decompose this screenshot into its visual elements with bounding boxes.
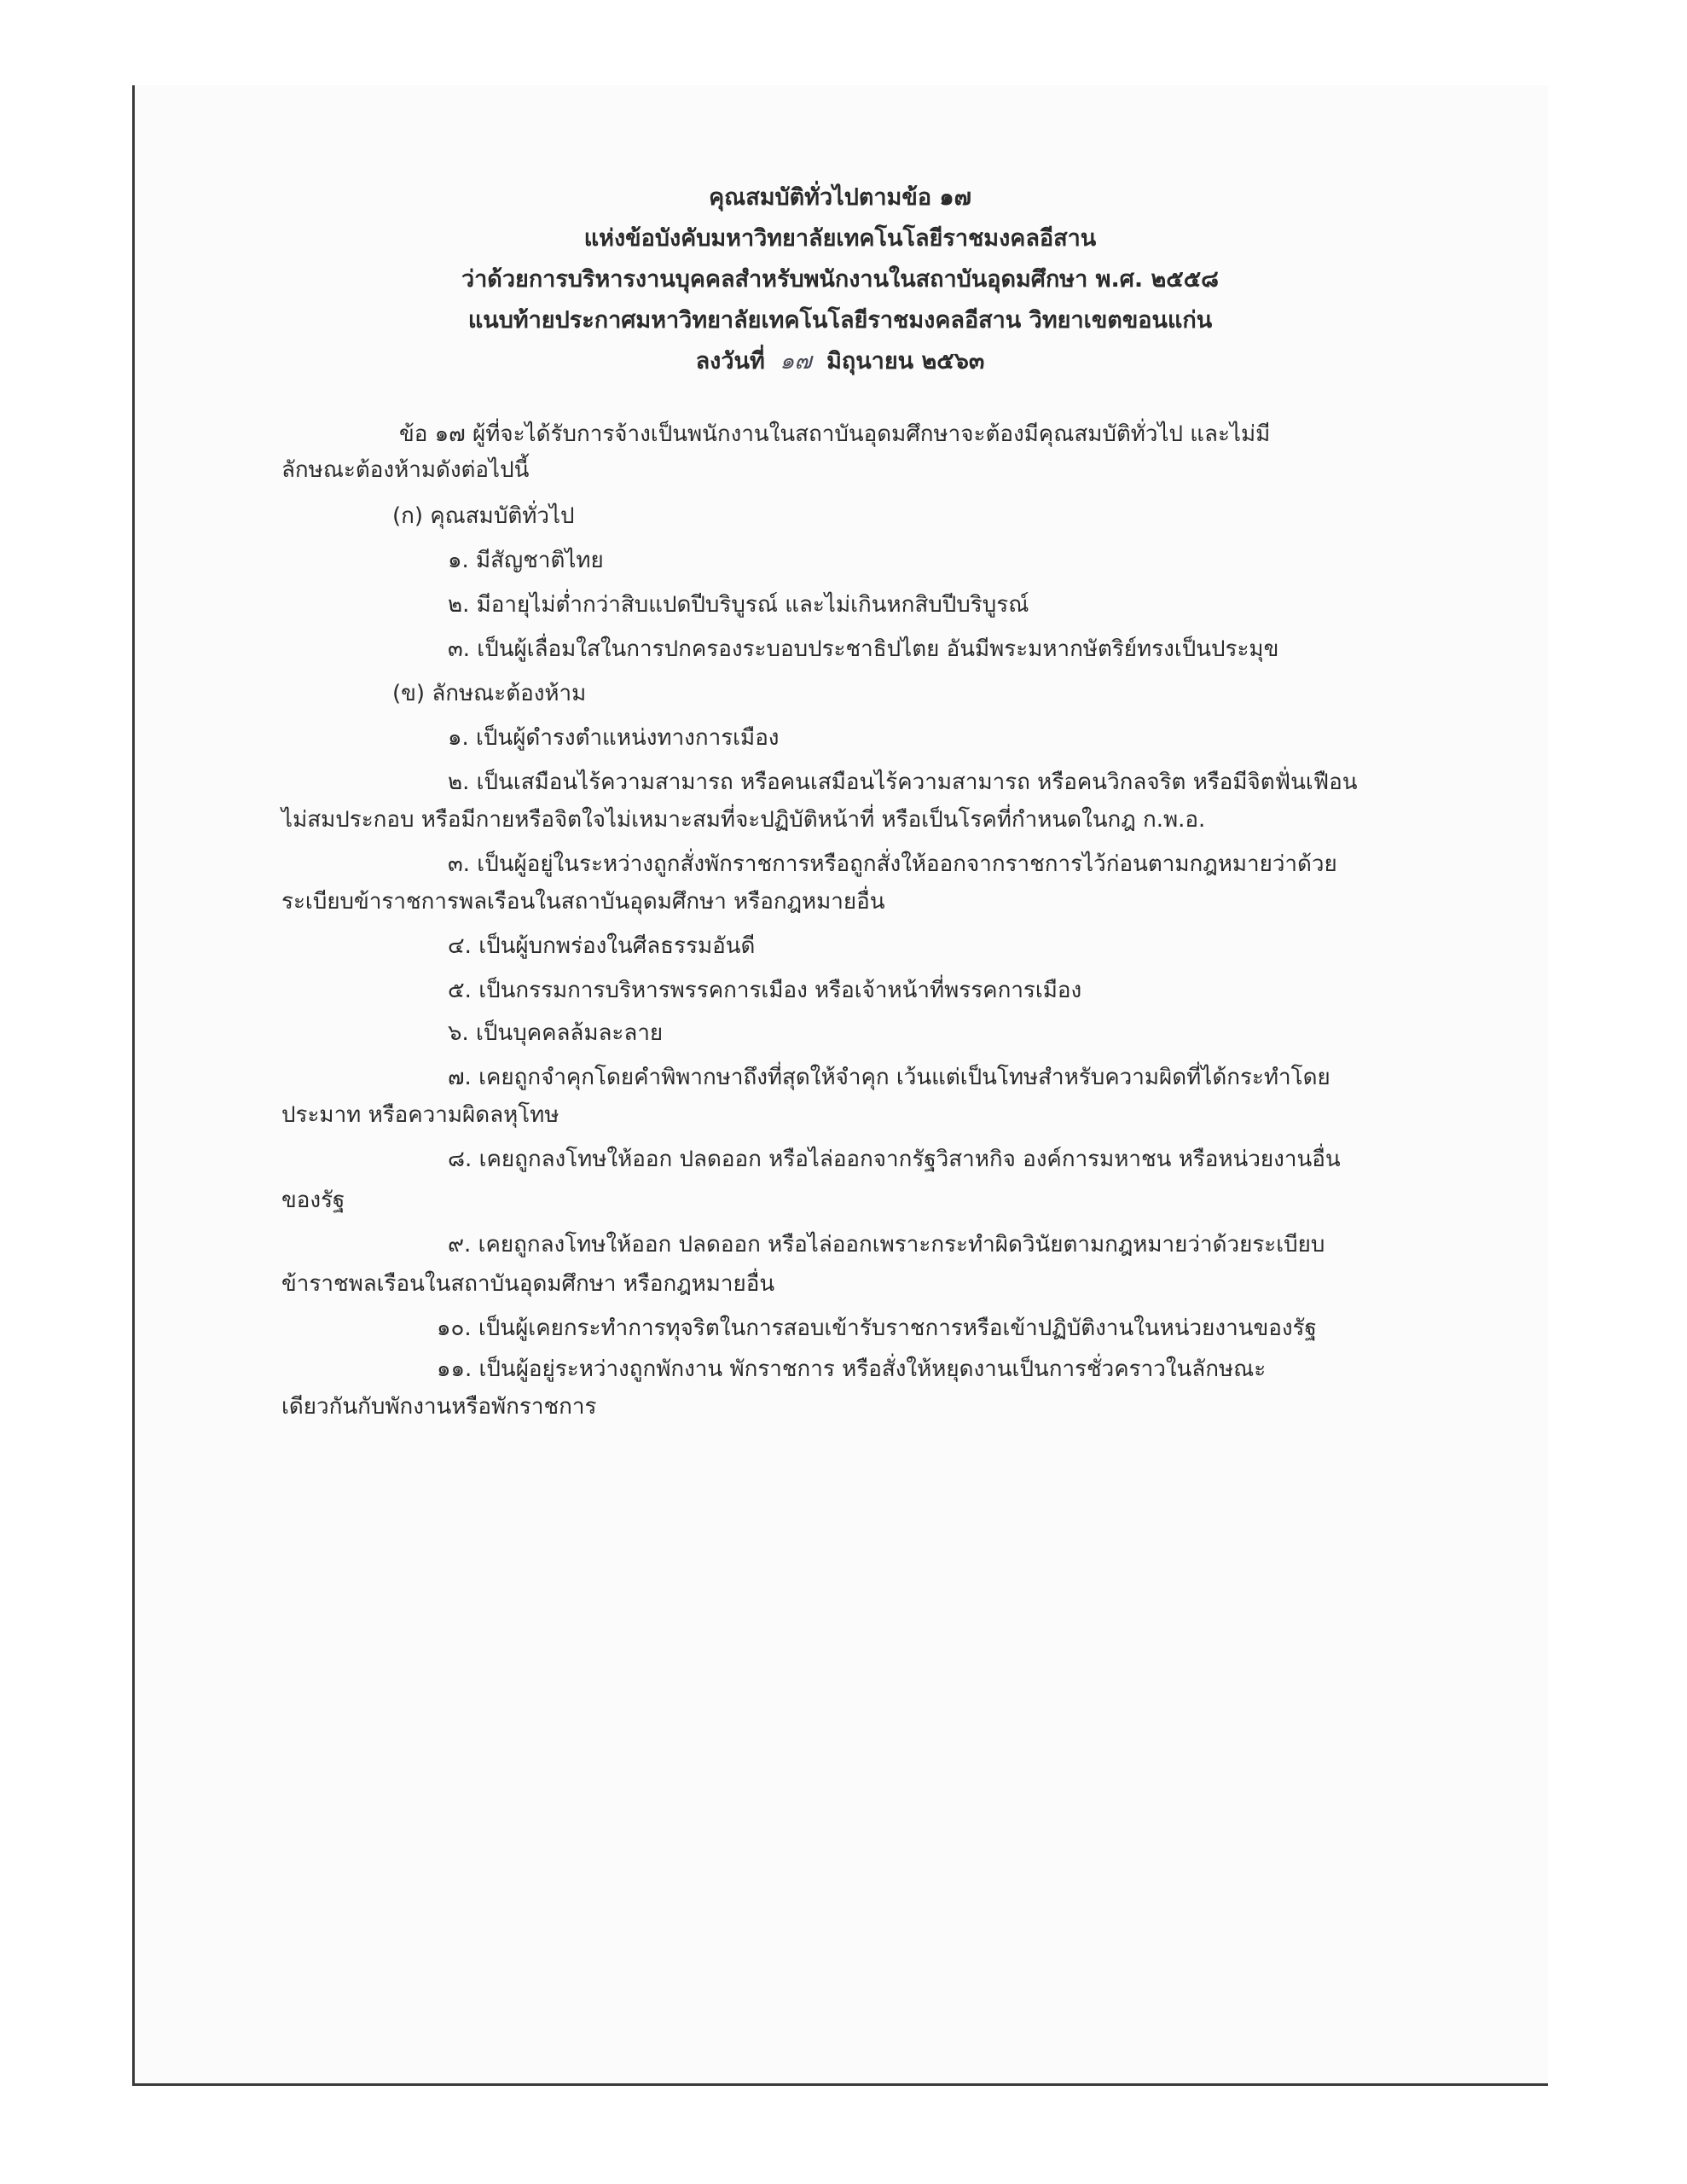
prohibition-item-11-cont: เดียวกันกับพักงานหรือพักราชการ [281,1394,597,1420]
header-line-announcement: แนบท้ายประกาศมหาวิทยาลัยเทคโนโลยีราชมงคลอีสาน วิทยาเขตขอนแก่น [467,307,1213,334]
section-prohibitions: (ข) ลักษณะต้องห้าม [392,681,587,706]
prohibition-item-5: ๕. เป็นกรรมการบริหารพรรคการเมือง หรือเจ้าหน้าที่พรรคการเมือง [448,978,1082,1003]
section-general-qualifications: (ก) คุณสมบัติทั่วไป [392,503,575,529]
prohibition-item-1: ๑. เป็นผู้ดำรงตำแหน่งทางการเมือง [448,725,780,751]
clause-17-intro-cont: ลักษณะต้องห้ามดังต่อไปนี้ [281,457,530,483]
prohibition-item-7: ๗. เคยถูกจำคุกโดยคำพิพากษาถึงที่สุดให้จำคุก เว้นแต่เป็นโทษสำหรับความผิดที่ได้กระทำโดย [448,1065,1330,1090]
clause-17-intro: ข้อ ๑๗ ผู้ที่จะได้รับการจ้างเป็นพนักงานในสถาบันอุดมศึกษาจะต้องมีคุณสมบัติทั่วไป และไม่มี [399,421,1271,447]
prohibition-item-9-cont: ข้าราชพลเรือนในสถาบันอุดมศึกษา หรือกฎหมายอื่น [281,1271,775,1297]
qualification-item-3: ๓. เป็นผู้เลื่อมใสในการปกครองระบอบประชาธิปไตย อันมีพระมหากษัตริย์ทรงเป็นประมุข [448,636,1279,662]
date-day-handwritten: ๑๗ [780,348,812,375]
prohibition-item-9: ๙. เคยถูกลงโทษให้ออก ปลดออก หรือไล่ออกเพราะกระทำผิดวินัยตามกฎหมายว่าด้วยระเบียบ [448,1232,1325,1258]
prohibition-item-3: ๓. เป็นผู้อยู่ในระหว่างถูกสั่งพักราชการหรือถูกสั่งให้ออกจากราชการไว้ก่อนตามกฎหมายว่าด้วย [448,851,1337,877]
prohibition-item-11: ๑๑. เป็นผู้อยู่ระหว่างถูกพักงาน พักราชการ หรือสั่งให้หยุดงานเป็นการชั่วคราวในลักษณะ [437,1356,1267,1382]
date-prefix: ลงวันที่ [695,348,765,375]
prohibition-item-4: ๔. เป็นผู้บกพร่องในศีลธรรมอันดี [448,933,756,959]
prohibition-item-2-cont: ไม่สมประกอบ หรือมีกายหรือจิตใจไม่เหมาะสมที่จะปฏิบัติหน้าที่ หรือเป็นโรคที่กำหนดในกฎ ก.พ.อ. [281,807,1206,833]
prohibition-item-8: ๘. เคยถูกลงโทษให้ออก ปลดออก หรือไล่ออกจากรัฐวิสาหกิจ องค์การมหาชน หรือหน่วยงานอื่น [448,1147,1341,1172]
qualification-item-1: ๑. มีสัญชาติไทย [448,548,604,573]
qualification-item-2: ๒. มีอายุไม่ต่ำกว่าสิบแปดปีบริบูรณ์ และไม่เกินหกสิบปีบริบูรณ์ [448,592,1029,618]
prohibition-item-3-cont: ระเบียบข้าราชการพลเรือนในสถาบันอุดมศึกษา หรือกฎหมายอื่น [281,889,885,915]
prohibition-item-6: ๖. เป็นบุคคลล้มละลาย [448,1020,664,1046]
prohibition-item-7-cont: ประมาท หรือความผิดลหุโทษ [281,1102,559,1128]
date-month-year: มิถุนายน ๒๕๖๓ [826,348,985,375]
header-line-regulation: แห่งข้อบังคับมหาวิทยาลัยเทคโนโลยีราชมงคลอีสาน [583,225,1097,252]
prohibition-item-2: ๒. เป็นเสมือนไร้ความสามารถ หรือคนเสมือนไร้ความสามารถ หรือคนวิกลจริต หรือมีจิตฟั่นเฟือน [448,770,1358,795]
header-line-title: คุณสมบัติทั่วไปตามข้อ ๑๗ [709,184,971,211]
header-line-subject: ว่าด้วยการบริหารงานบุคคลสำหรับพนักงานในสถาบันอุดมศึกษา พ.ศ. ๒๕๕๘ [461,266,1219,293]
prohibition-item-10: ๑๐. เป็นผู้เคยกระทำการทุจริตในการสอบเข้ารับราชการหรือเข้าปฏิบัติงานในหน่วยงานของรัฐ [437,1316,1317,1341]
prohibition-item-8-cont: ของรัฐ [281,1188,345,1213]
